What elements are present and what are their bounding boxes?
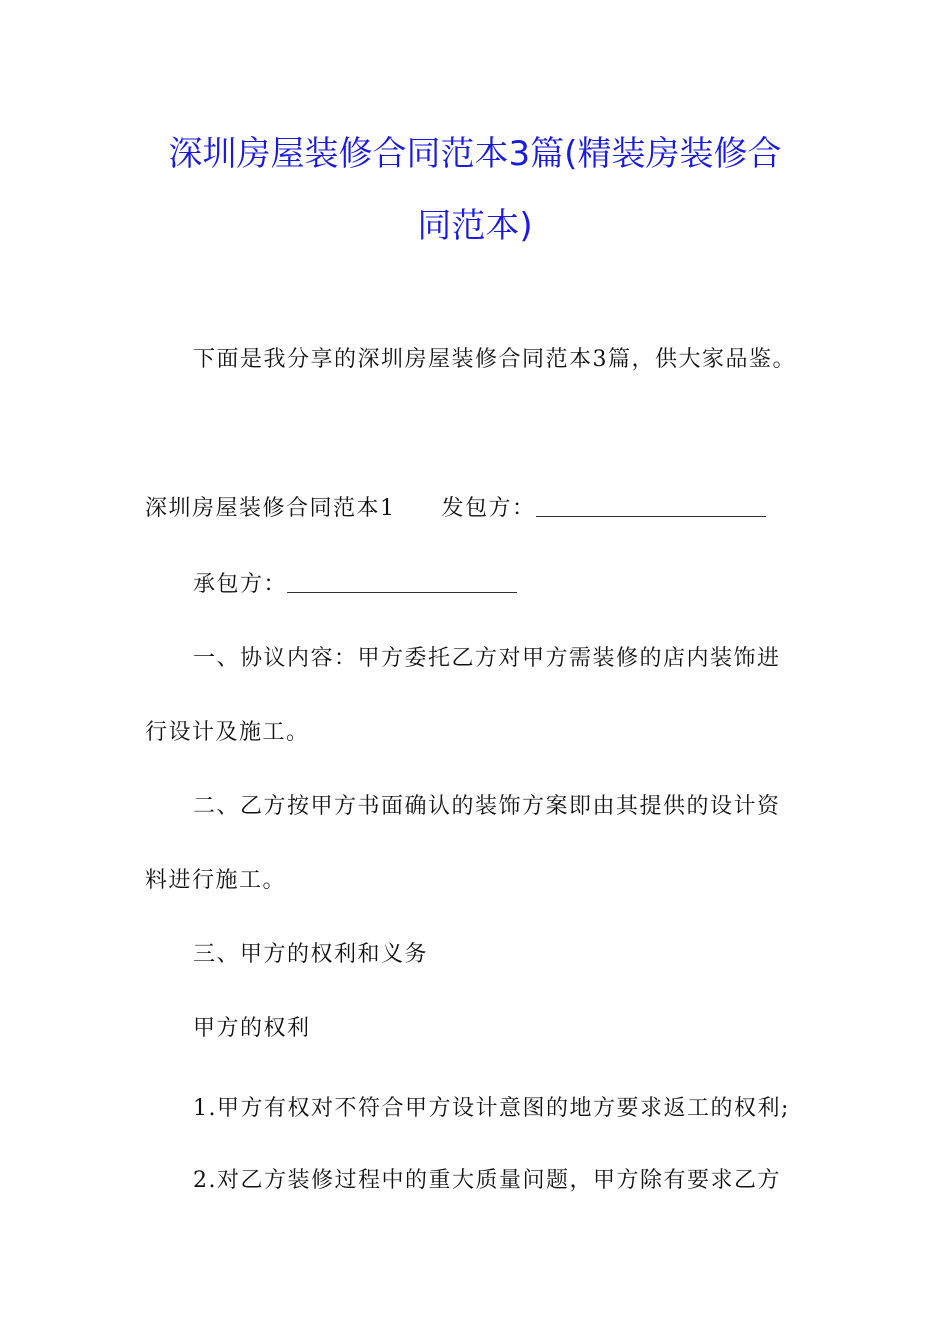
- clause-2-line-2: 料进行施工。: [145, 868, 287, 893]
- contractor-label: 发包方：: [441, 496, 536, 521]
- clause-2-line-1: 二、乙方按甲方书面确认的装饰方案即由其提供的设计资: [193, 794, 781, 819]
- subcontractor-line: [193, 570, 517, 600]
- contract-heading-line: [145, 494, 766, 524]
- party-a-rights-heading: 甲方的权利: [193, 1016, 311, 1041]
- contractor-blank: [536, 496, 766, 517]
- document-title-line-2: 同范本): [417, 206, 533, 246]
- intro-paragraph: 下面是我分享的深圳房屋装修合同范本3篇，供大家品鉴。: [193, 347, 796, 372]
- rights-item-2: 2.对乙方装修过程中的重大质量问题，甲方除有要求乙方: [193, 1168, 781, 1193]
- clause-3-heading: 三、甲方的权利和义务: [193, 942, 429, 967]
- rights-item-1: 1.甲方有权对不符合甲方设计意图的地方要求返工的权利;: [193, 1096, 790, 1121]
- clause-1-line-1: 一、协议内容：甲方委托乙方对甲方需装修的店内装饰进: [193, 646, 781, 671]
- section-heading: 深圳房屋装修合同范本1: [145, 496, 396, 521]
- document-title-line-1: 深圳房屋装修合同范本3篇(精装房装修合: [168, 134, 782, 174]
- clause-1-line-2: 行设计及施工。: [145, 720, 310, 745]
- subcontractor-blank: [287, 572, 517, 593]
- subcontractor-label: 承包方：: [193, 572, 288, 597]
